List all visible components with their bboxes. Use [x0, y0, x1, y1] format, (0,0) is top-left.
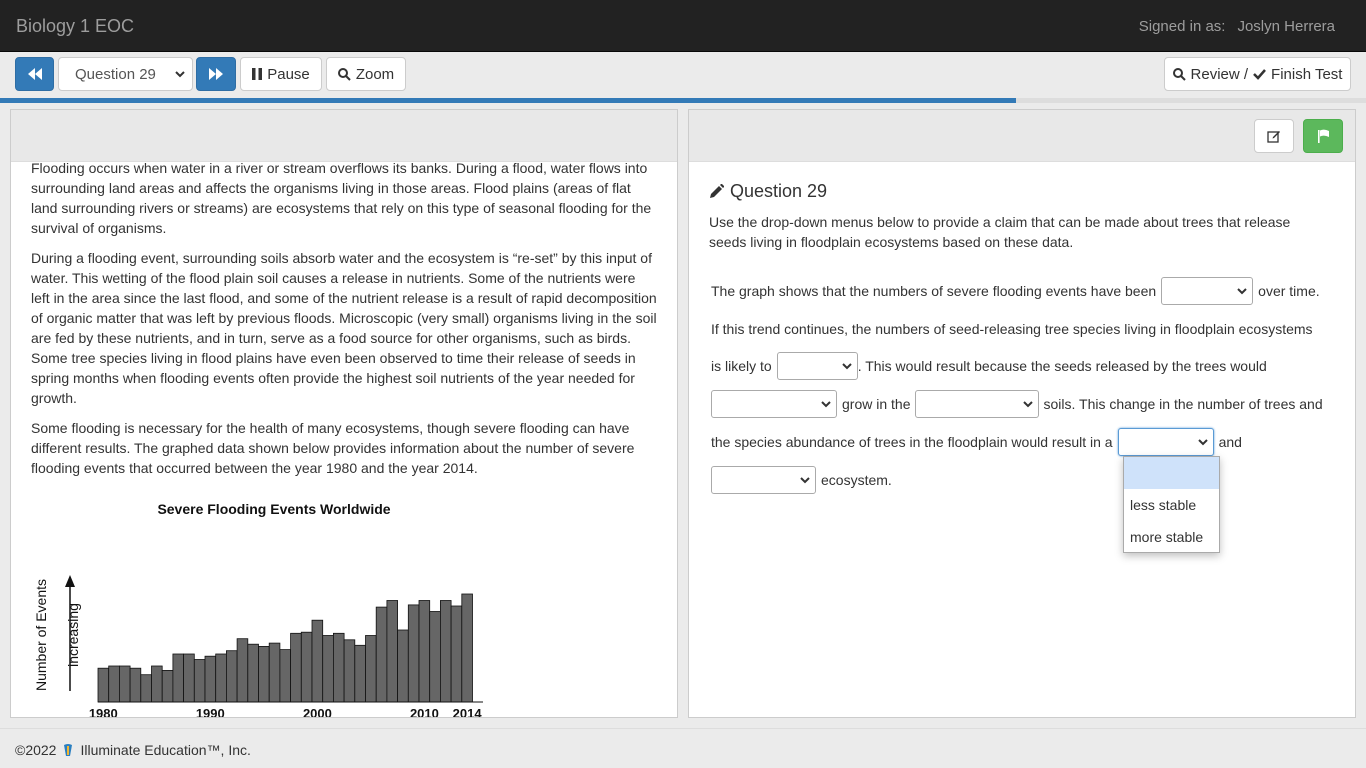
passage-panel-header	[11, 110, 677, 162]
footer-copyright: ©2022	[15, 742, 57, 758]
zoom-button[interactable]	[326, 57, 406, 91]
review-finish-button[interactable]	[1164, 57, 1351, 91]
passage-paragraph: Flooding occurs when water in a river or stream overflows its banks. During a flood, water flows into surrounding land areas and affects the organisms living in those areas. Flood plains (areas of flat land surrounding rivers or streams) are ecosystems that rely on this type of seasonal flooding for the survival of organisms.	[31, 160, 652, 236]
progress-bar	[0, 98, 1366, 103]
passage-panel	[10, 109, 678, 718]
chart-bar-1998	[291, 633, 302, 702]
chart-bar-2004	[355, 645, 366, 702]
chevron-down-icon	[799, 473, 811, 487]
app-title: Biology 1 EOC	[16, 16, 135, 36]
trend-dropdown[interactable]	[1161, 277, 1253, 305]
chart-y-label: Number of Events	[33, 578, 49, 692]
chart-bar-1992	[226, 651, 237, 702]
chart-bar-1986	[162, 670, 173, 702]
pause-label: Pause	[267, 65, 310, 83]
chart-bar-2009	[408, 605, 419, 702]
chart-bar-2013	[451, 606, 462, 702]
seed-growth-dropdown[interactable]	[711, 390, 837, 418]
claim-text: The graph shows that the numbers of severe flooding events have been	[711, 283, 1157, 299]
previous-question-button[interactable]	[15, 57, 54, 91]
chart-bar-2000	[312, 620, 323, 702]
chart-bar-1982	[119, 666, 130, 702]
footer-company: Illuminate Education™, Inc.	[80, 742, 251, 758]
pause-button[interactable]	[240, 57, 322, 91]
question-select[interactable]	[58, 57, 193, 91]
review-label: Review /	[1190, 65, 1249, 83]
question-title	[709, 181, 827, 202]
claim-line-4	[711, 390, 1323, 418]
flooding-chart	[31, 495, 491, 718]
chevron-down-icon	[1022, 397, 1034, 411]
chart-bar-1981	[109, 666, 120, 702]
chart-bar-2008	[398, 630, 409, 702]
chart-bar-1990	[205, 656, 216, 702]
arrow-up-icon	[65, 575, 75, 587]
search-icon	[1173, 68, 1186, 81]
tree-number-dropdown[interactable]	[777, 352, 858, 380]
chart-bar-1983	[130, 668, 141, 702]
question-panel	[688, 109, 1356, 718]
question-select-value: Question 29	[75, 65, 156, 83]
chart-bar-2014	[462, 594, 473, 702]
chart-x-tick-label: 2000	[302, 706, 332, 718]
chart-bar-1997	[280, 650, 291, 702]
backward-icon	[28, 68, 42, 80]
chart-bar-2002	[333, 633, 344, 702]
stability-dropdown[interactable]	[1118, 428, 1214, 456]
chart-x-tick-label: 1980	[88, 706, 118, 718]
chart-x-tick-label: 2014	[452, 706, 482, 718]
signed-in-info	[1139, 18, 1335, 35]
question-instructions: Use the drop-down menus below to provide a claim that can be made about trees that release seeds living in floodplain ecosystems based on these data.	[709, 214, 1291, 250]
search-icon	[338, 68, 351, 81]
claim-line-5	[711, 428, 1242, 456]
chevron-down-icon	[1236, 284, 1248, 298]
chart-bar-2003	[344, 640, 355, 702]
claim-line-3	[711, 352, 1267, 380]
question-title-text: Question 29	[730, 181, 828, 201]
dropdown-option-blank[interactable]	[1124, 457, 1219, 489]
chart-bar-2001	[323, 636, 334, 703]
claim-line-1	[711, 277, 1320, 305]
user-name: Joslyn Herrera	[1237, 18, 1335, 35]
chart-bar-1985	[152, 666, 163, 702]
finish-label: Finish Test	[1271, 65, 1343, 83]
chart-x-tick-label: 2010	[409, 706, 439, 718]
dropdown-option-less-stable[interactable]: less stable	[1130, 497, 1197, 513]
illuminate-logo-icon	[62, 743, 74, 757]
passage-paragraph: During a flooding event, surrounding soils absorb water and the ecosystem is “re-set” by this input of water. This wetting of the flood plain soil causes a release in nutrients. Some of the nutrients were left in the area since the last flood, and some of the nutrient release is a result of rapid decomposition of organic matter that was left by previous floods. Microscopic (very small) organisms living in the soil are fed by these nutrients, and in turn, serve as a food source for other organisms, such as birds. Some tree species living in flood plains have even been observed to time their release of seeds in spring months when flooding events often provide the highest soil nutrients of the year needed for growth.	[31, 250, 657, 406]
claim-text: grow in the	[842, 396, 911, 412]
chart-bar-1999	[301, 632, 312, 702]
claim-text: . This would result because the seeds released by the trees would	[857, 358, 1267, 374]
chart-y-sublabel: increasing	[65, 603, 81, 667]
chevron-down-icon	[174, 68, 186, 80]
claim-text: soils. This change in the number of trees and	[1043, 396, 1323, 412]
pause-icon	[252, 68, 262, 80]
chart-bar-2010	[419, 601, 430, 703]
soil-type-dropdown[interactable]	[915, 390, 1039, 418]
footer	[0, 728, 1366, 768]
zoom-label: Zoom	[355, 65, 395, 83]
claim-line-6	[711, 466, 892, 494]
signed-in-label: Signed in as:	[1138, 18, 1226, 35]
chart-bar-1994	[248, 644, 259, 702]
ecosystem-dropdown[interactable]	[711, 466, 816, 494]
dropdown-option-more-stable[interactable]: more stable	[1130, 529, 1204, 545]
chart-bar-1987	[173, 654, 184, 702]
passage-paragraph: Some flooding is necessary for the health of many ecosystems, though severe flooding can have different results. The graphed data shown below provides information about the number of severe flooding events that occurred between the year 1980 and the year 2014.	[31, 420, 635, 476]
claim-line-2	[711, 321, 1313, 337]
flag-button[interactable]	[1303, 119, 1343, 153]
claim-text: If this trend continues, the numbers of seed-releasing tree species living in floodplain ecosystems	[711, 321, 1313, 337]
chart-bar-2012	[440, 601, 451, 703]
claim-text: ecosystem.	[821, 472, 892, 488]
progress-fill	[0, 98, 1016, 103]
flag-icon	[1317, 129, 1330, 143]
claim-text: and	[1218, 434, 1242, 450]
stability-dropdown-menu	[1123, 456, 1220, 553]
pencil-icon	[709, 184, 724, 199]
chart-bar-2011	[430, 612, 441, 703]
passage-text	[31, 158, 657, 488]
chart-bar-1980	[98, 668, 109, 702]
claim-text: is likely to	[711, 358, 772, 374]
chart-bar-2005	[366, 636, 377, 703]
chart-svg	[31, 495, 491, 718]
chart-bar-1989	[194, 660, 205, 703]
forward-icon	[209, 68, 223, 80]
chart-title: Severe Flooding Events Worldwide	[157, 501, 391, 517]
chart-bar-2007	[387, 601, 398, 703]
chevron-down-icon	[1197, 435, 1209, 449]
notes-button[interactable]	[1254, 119, 1294, 153]
chart-bar-1995	[259, 646, 270, 702]
claim-text: the species abundance of trees in the floodplain would result in a	[711, 434, 1113, 450]
edit-icon	[1267, 129, 1281, 143]
chart-bar-1993	[237, 639, 248, 702]
chart-x-tick-label: 1990	[195, 706, 225, 718]
chart-bar-2006	[376, 607, 387, 702]
top-navbar	[0, 0, 1366, 52]
next-question-button[interactable]	[196, 57, 236, 91]
question-panel-header	[689, 110, 1355, 162]
toolbar	[0, 52, 1366, 98]
claim-text: over time.	[1258, 283, 1320, 299]
chart-bar-1996	[269, 643, 280, 702]
chevron-down-icon	[841, 359, 853, 373]
chart-bar-1988	[184, 654, 195, 702]
chevron-down-icon	[820, 397, 832, 411]
chart-bar-1984	[141, 675, 152, 702]
check-icon	[1253, 68, 1266, 80]
chart-bar-1991	[216, 654, 227, 702]
